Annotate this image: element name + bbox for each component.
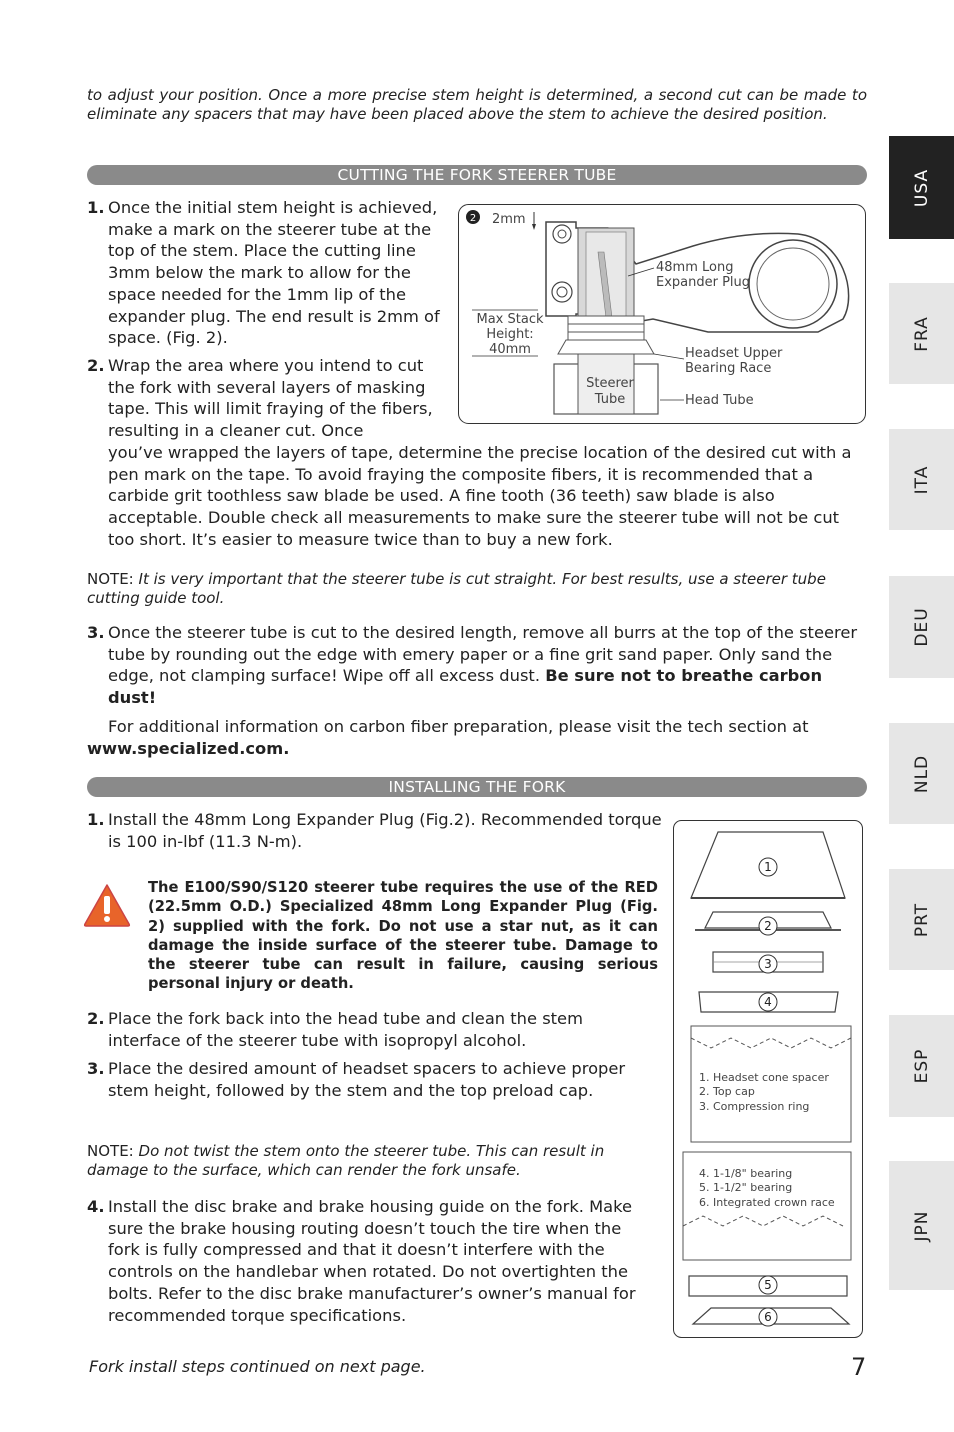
step-number: 1.	[87, 810, 105, 829]
tab-jpn[interactable]: JPN	[889, 1161, 954, 1290]
legend-item: 3. Compression ring	[699, 1100, 810, 1113]
part-number-1: 1	[764, 860, 772, 874]
note-label: NOTE:	[87, 1142, 134, 1160]
intro-paragraph: to adjust your position. Once a more precise stem height is determined, a second cut can be made to eliminate any spacers that may have been placed above the stem to achieve the desired position.	[87, 86, 867, 123]
install-step-2: Place the fork back into the head tube and clean the stem interface of the steerer tube with isopropyl alcohol.	[108, 1009, 583, 1050]
figure-number: 2	[469, 213, 477, 224]
continued-note: Fork install steps continued on next page.	[89, 1357, 426, 1376]
legend-item: 6. Integrated crown race	[699, 1196, 835, 1209]
specialized-link[interactable]: www.specialized.com.	[87, 738, 290, 758]
section-header-cutting: CUTTING THE FORK STEERER TUBE	[87, 165, 867, 185]
head-tube-label: Head Tube	[685, 393, 754, 408]
step-number: 2.	[87, 1009, 105, 1028]
install-step-3: Place the desired amount of headset spacers to achieve proper stem height, followed by the stem and the top preload cap.	[108, 1059, 626, 1100]
part-number-2: 2	[764, 919, 772, 933]
step-number: 3.	[87, 623, 105, 642]
tab-esp[interactable]: ESP	[889, 1015, 954, 1117]
tab-ita[interactable]: ITA	[889, 429, 954, 530]
part-number-4: 4	[764, 995, 772, 1009]
tab-deu[interactable]: DEU	[889, 576, 954, 678]
info-text: For additional information on carbon fiber preparation, please visit the tech section at	[108, 717, 809, 736]
tab-fra[interactable]: FRA	[889, 283, 954, 384]
cutting-note	[87, 570, 867, 608]
cutting-step-3	[108, 622, 868, 709]
cutting-step-2a: Wrap the area where you intend to cut the fork with several layers of masking tape. This will limit fraying of the fibers, resulting in a cleaner cut. Once	[108, 356, 433, 441]
tab-nld[interactable]: NLD	[889, 723, 954, 824]
stack-label-line2: Height:	[486, 327, 534, 342]
install-note	[87, 1142, 659, 1180]
note-text: Do not twist the stem onto the steerer tube. This can result in damage to the surface, which can render the fork unsafe.	[87, 1142, 605, 1179]
cutting-step-2b: you’ve wrapped the layers of tape, determine the precise location of the desired cut with a pen mark on the tape. To avoid fraying the composite fibers, it is recommended that a carbide grit toothless saw blade be used. A fine tooth (36 teeth) saw blade is also acceptable. Double check all measurements to make sure the steerer tube will not be cut too short. It’s easier to measure twice than to buy a new fork.	[108, 443, 852, 549]
step-number: 1.	[87, 198, 105, 217]
step-number: 4.	[87, 1197, 105, 1216]
step-number: 3.	[87, 1059, 105, 1078]
tab-prt[interactable]: PRT	[889, 869, 954, 970]
part-number-5: 5	[764, 1278, 772, 1292]
headset-parts-diagram	[673, 820, 865, 1340]
part-number-3: 3	[764, 957, 772, 971]
cutting-step-1: Once the initial stem height is achieved, make a mark on the steerer tube at the top of the stem. Place the cutting line 3mm below the mark to allow for the space needed for the 1mm lip of the expander plug. The end result is 2mm of space. (Fig. 2).	[108, 198, 440, 348]
install-step-1: Install the 48mm Long Expander Plug (Fig.2). Recommended torque is 100 in-lbf (11.3 N-m).	[108, 810, 662, 851]
part-number-6: 6	[764, 1310, 772, 1324]
step-3-warning: Be sure not to breathe carbon dust!	[108, 666, 823, 708]
step-3-text: Once the steerer tube is cut to the desired length, remove all burrs at the top of the steerer tube by rounding out the edge with emery paper or a fine grit sand paper. Only sand the edge, not clamping surface! Wipe off all excess dust.	[108, 623, 858, 686]
expander-plug-warning: The E100/S90/S120 steerer tube requires the use of the RED (22.5mm O.D.) Specialized 48mm Long Expander Plug (Fig. 2) supplied with the fork. Do not use a star nut, as it can damage the inside surface of the steerer tube. Damage to the steerer tube can result in failure, causing serious personal injury or death.	[148, 879, 658, 993]
note-text: It is very important that the steerer tube is cut straight. For best results, use a steerer tube cutting guide tool.	[87, 570, 826, 607]
steerer-label-line2: Tube	[594, 392, 626, 407]
figure-2-stem-diagram	[458, 204, 866, 424]
plug-label-line2: Expander Plug	[656, 275, 751, 290]
install-step-4: Install the disc brake and brake housing guide on the fork. Make sure the brake housing routing doesn’t touch the tire when the fork is fully compressed and that it doesn’t interfere with the controls on the handlebar when rotated. Do not overtighten the bolts. Refer to the disc brake manufacturer’s owner’s manual for recommended torque specifications.	[108, 1197, 636, 1325]
legend-item: 4. 1-1/8" bearing	[699, 1167, 793, 1180]
legend-item: 1. Headset cone spacer	[699, 1071, 829, 1084]
steerer-label-line1: Steerer	[586, 376, 634, 391]
note-label: NOTE:	[87, 570, 134, 588]
section-header-installing: INSTALLING THE FORK	[87, 777, 867, 797]
plug-label-line1: 48mm Long	[656, 260, 734, 275]
legend-item: 2. Top cap	[699, 1085, 755, 1098]
race-label-line1: Headset Upper	[685, 346, 783, 361]
gap-label: 2mm	[492, 212, 526, 227]
info-paragraph	[87, 716, 867, 759]
tab-usa[interactable]: USA	[889, 136, 954, 239]
stack-label-line3: 40mm	[489, 342, 531, 357]
stack-label-line1: Max Stack	[476, 312, 544, 327]
step-number: 2.	[87, 356, 105, 375]
race-label-line2: Bearing Race	[685, 361, 772, 376]
warning-icon	[82, 882, 132, 928]
legend-item: 5. 1-1/2" bearing	[699, 1181, 793, 1194]
page-number: 7	[851, 1353, 867, 1381]
